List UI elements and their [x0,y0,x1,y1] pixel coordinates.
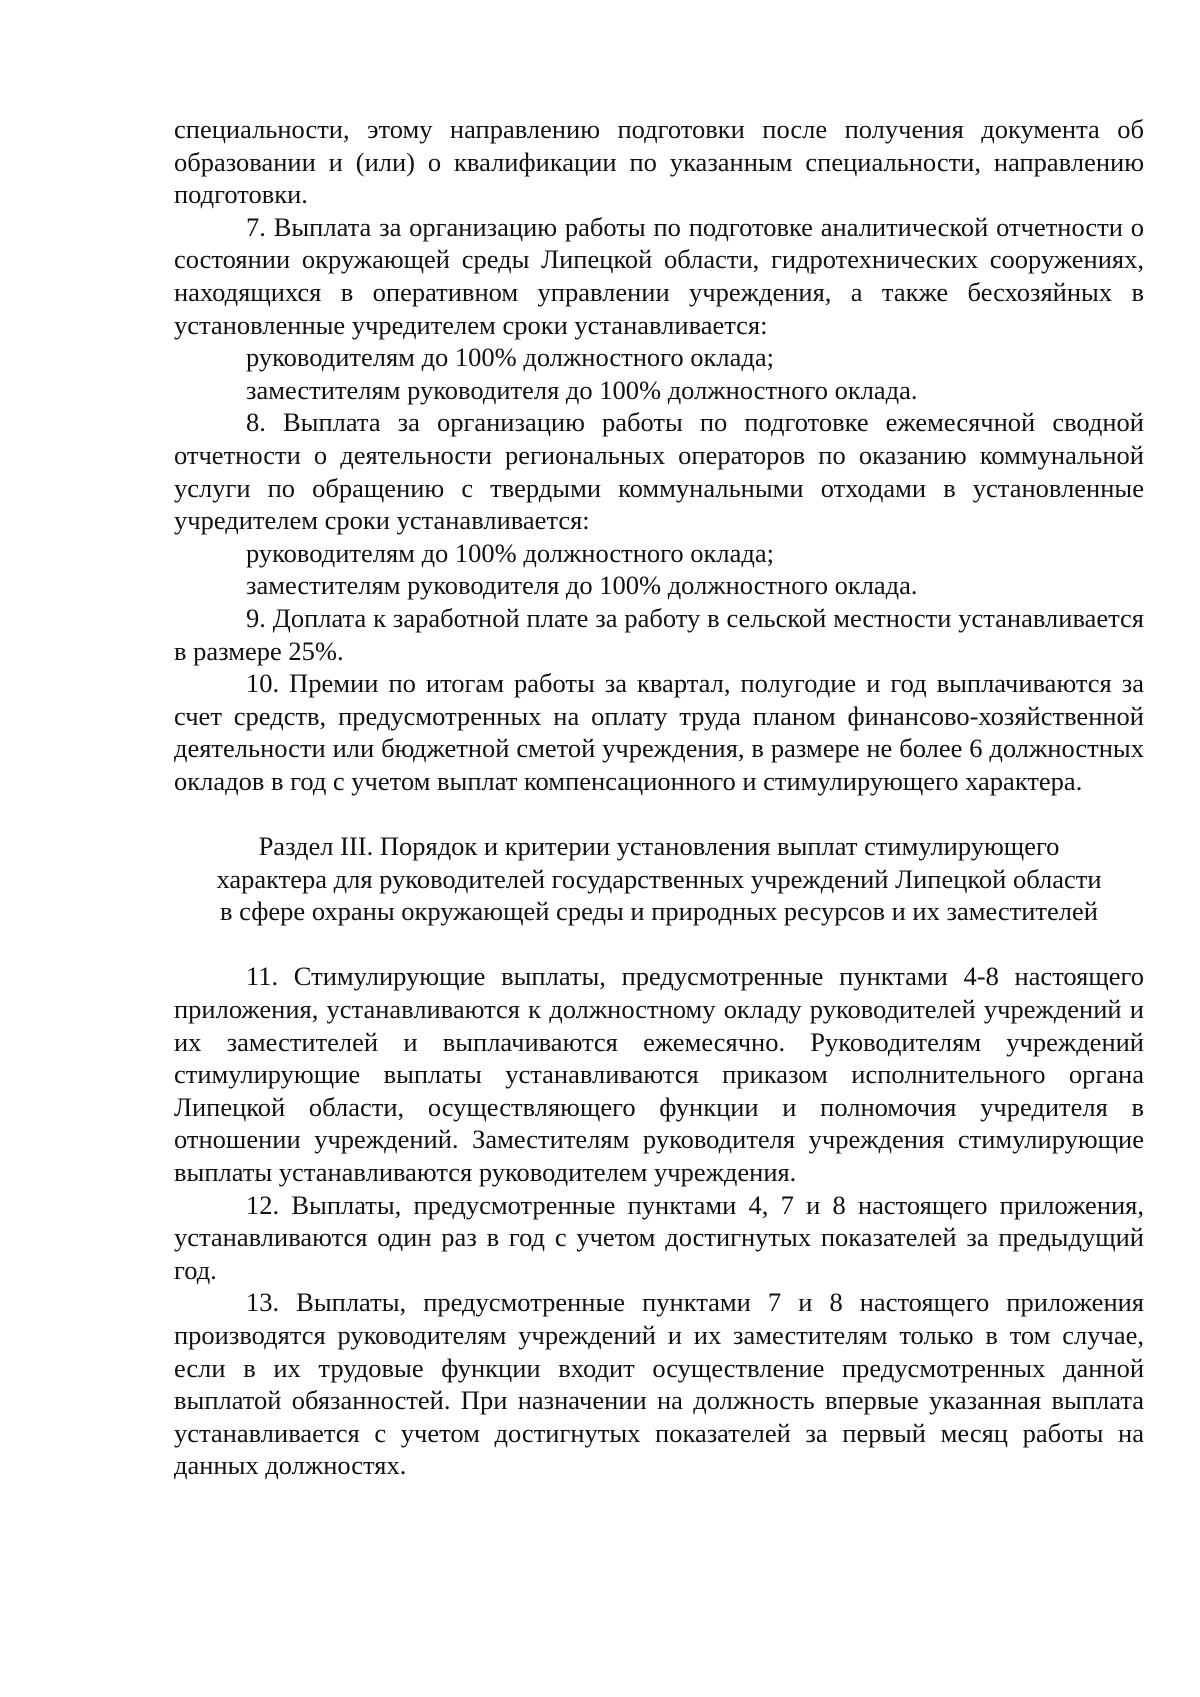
section-3-heading [174,830,1144,928]
section-3-heading-line-2: характера для руководителей государственных учреждений Липецкой области [216,863,1102,894]
item-7-heads-line: руководителям до 100% должностного оклада; [246,342,774,373]
section-3-heading-line-1: Раздел III. Порядок и критерии установления выплат стимулирующего [258,831,1060,862]
intro-continuation-paragraph: специальности, этому направлению подготовки после получения документа об образовании и (или) о квалификации по указанным специальности, направлению подготовки. [174,114,1144,210]
item-11-paragraph: 11. Стимулирующие выплаты, предусмотренные пунктами 4-8 настоящего приложения, устанавливаются к должностному окладу руководителей учреждений и их заместителей и выплачиваются ежемесячно. Руководителям учреждений стимулирующие выплаты устанавливаются приказом исполнительного органа Липецкой области, осуществляющего функции и полномочия учредителя в отношении учреждений. Заместителям руководителя учреждения стимулирующие выплаты устанавливаются руководителем учреждения. [174,961,1144,1187]
document-page [174,113,1144,1482]
item-8-heads-line: руководителям до 100% должностного оклада; [246,537,774,568]
item-8-deputies-line: заместителям руководителя до 100% должностного оклада. [246,570,918,601]
item-12-paragraph: 12. Выплаты, предусмотренные пунктами 4, 7 и 8 настоящего приложения, устанавливаются один раз в год с учетом достигнутых показателей за предыдущий год. [174,1189,1144,1285]
item-7-deputies-line: заместителям руководителя до 100% должностного оклада. [246,374,918,405]
item-9-paragraph: 9. Доплата к заработной плате за работу в сельской местности устанавливается в размере 25%. [174,602,1144,666]
item-13-paragraph: 13. Выплаты, предусмотренные пунктами 7 и 8 настоящего приложения производятся руководителям учреждений и их заместителям только в том случае, если в их трудовые функции входит осуществление предусмотренных данной выплатой обязанностей. При назначении на должность впервые указанная выплата устанавливается с учетом достигнутых показателей за первый месяц работы на данных должностях. [174,1287,1144,1481]
section-3-heading-line-3: в сфере охраны окружающей среды и природных ресурсов и их заместителей [220,896,1098,927]
item-8-paragraph: 8. Выплата за организацию работы по подготовке ежемесячной сводной отчетности о деятельности региональных операторов по оказанию коммунальной услуги по обращению с твердыми коммунальными отходами в установленные учредителем сроки устанавливается: [174,407,1144,536]
item-7-paragraph: 7. Выплата за организацию работы по подготовке аналитической отчетности о состоянии окружающей среды Липецкой области, гидротехнических сооружениях, находящихся в оперативном управлении учреждения, а также бесхозяйных в установленные учредителем сроки устанавливается: [174,211,1144,340]
spacer [174,797,1144,830]
spacer [174,928,1144,961]
item-10-paragraph: 10. Премии по итогам работы за квартал, полугодие и год выплачиваются за счет средств, предусмотренных на оплату труда планом финансово-хозяйственной деятельности или бюджетной сметой учреждения, в размере не более 6 должностных окладов в год с учетом выплат компенсационного и стимулирующего характера. [174,668,1144,796]
